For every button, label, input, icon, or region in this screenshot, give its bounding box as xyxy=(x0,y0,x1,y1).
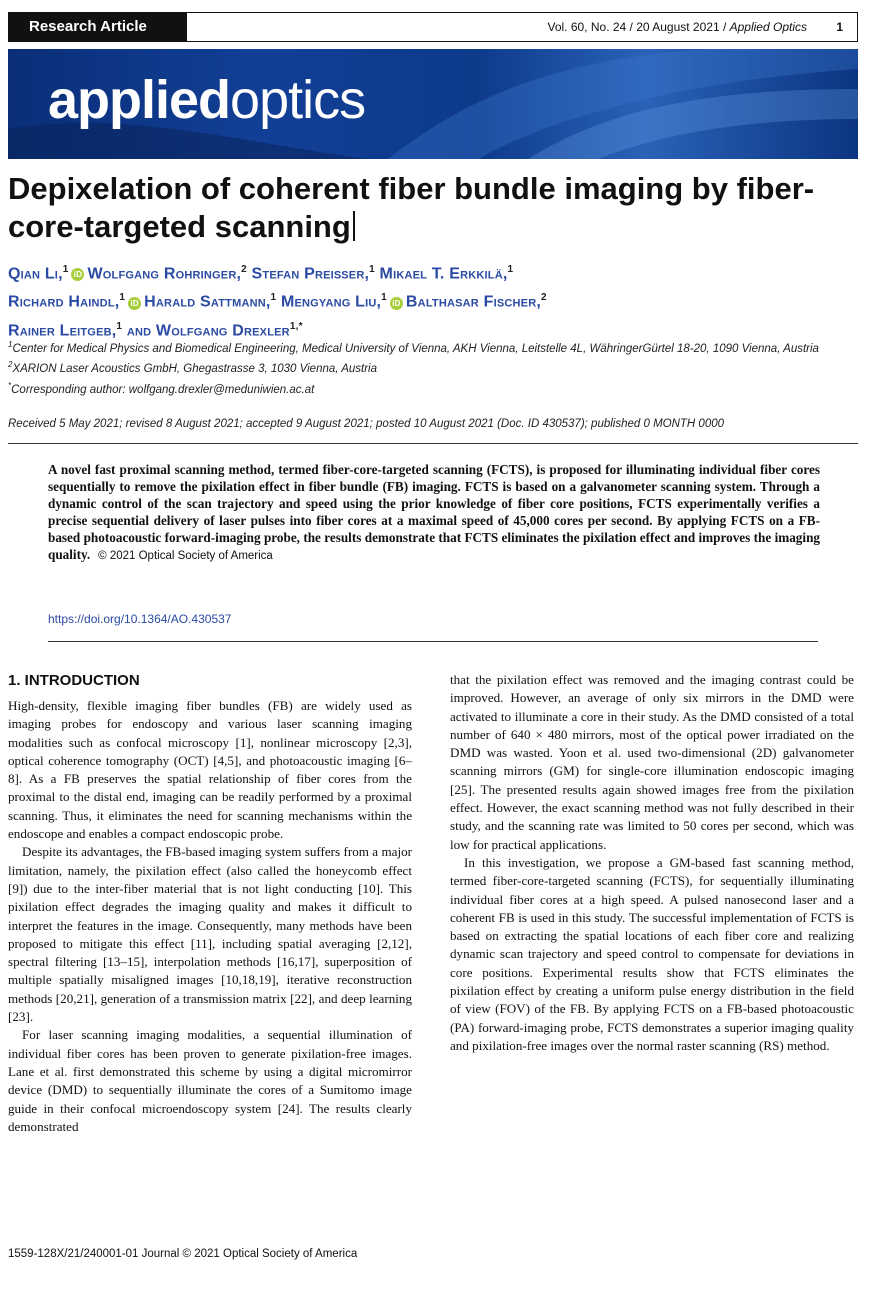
text-cursor xyxy=(353,211,355,241)
volume-issue-date: Vol. 60, No. 24 / 20 August 2021 / xyxy=(547,20,730,34)
journal-logo: appliedoptics xyxy=(48,70,366,130)
author-name: Richard Haindl, xyxy=(8,293,120,311)
paragraph: For laser scanning imaging modalities, a sequential illumination of individual fiber cores has been proven to generate pixilation-free images. Lane et al. first demonstrated this scheme by using a digital micromirror device (DMD) to sequentially illuminate the cores of a Sumitomo image guide in their confocal microendoscopy system [24]. The results clearly demonstrated xyxy=(8,1027,412,1134)
journal-banner xyxy=(8,49,858,159)
page-number: 1 xyxy=(836,20,843,34)
author-affiliation-mark: 2 xyxy=(241,264,247,275)
paragraph: High-density, flexible imaging fiber bundles (FB) are widely used as imaging probes for endoscopy and various laser scanning imaging modalities such as confocal microscopy [1], nonlinear microscopy [2,3], optical coherence tomography (OCT) [4,5], and photoacoustic imaging [6–8]. As a FB preserves the spatial relationship of fiber cores from the proximal to the distal end, imaging can be readily performed by a proximal scanning. Thus, it eliminates the need for scanning mechanisms within the endoscope and enables a compact endoscopic probe. xyxy=(8,698,412,842)
affiliation-2: $^2$XARION Laser Acoustics GmbH, Ghegastrasse 3, 1030 Vienna, Austria xyxy=(8,360,378,376)
article-title: Depixelation of coherent fiber bundle imaging by fiber-core-targeted scanning xyxy=(8,171,815,244)
author-name: and Wolfgang Drexler xyxy=(126,321,290,339)
author-name: Wolfgang Rohringer, xyxy=(87,265,242,283)
author-name: Stefan Preißer, xyxy=(251,265,370,283)
author-line xyxy=(8,258,868,286)
history-dates: Received 5 May 2021; revised 8 August 2021; accepted 9 August 2021; posted 10 August 2021 (Doc. ID 430537); published 0 MONTH 0000 xyxy=(8,418,725,430)
author-affiliation-mark: 2 xyxy=(540,292,547,304)
page-footer: 1559-128X/21/240001-01 Journal © 2021 Optical Society of America xyxy=(8,1248,358,1260)
author-affiliation-mark: 1 xyxy=(62,264,69,275)
abstract: A novel fast proximal scanning method, termed fiber-core-targeted scanning (FCTS), is proposed for illuminating individual fiber cores sequentially to remove the pixilation effect in fiber bundle (FB) imaging. FCTS is based on a galvanometer scanning system. Through a dynamic control of the scan trajectory and speed using the prior knowledge of fiber core positions, FCTS experimentally verifies a precise sequential delivery of laser pulses into fiber cores at a maximal speed of 45,000 cores per second. By applying FCTS on a FB-based photoacoustic forward-imaging probe, the results demonstrate that FCTS eliminates the pixilation effect and improves the imaging quality. © 2021 Optical Society of America xyxy=(48,462,820,562)
author-name: Mikael T. Erkkilä, xyxy=(379,265,508,283)
journal-name: Applied Optics xyxy=(729,20,807,34)
journal-reference xyxy=(547,13,807,41)
author-line xyxy=(8,286,868,314)
affiliation-1: $^1$Center for Medical Physics and Biomedical Engineering, Medical University of Vienna, AKH Vienna, Leitstelle 4L, WähringerGürtel 18-20, 1090 Vienna, Austria xyxy=(8,340,819,355)
orcid-icon[interactable]: iD xyxy=(128,297,141,310)
running-header xyxy=(8,12,858,42)
body-column-left xyxy=(8,697,412,1136)
author-affiliation-mark: 1 xyxy=(381,292,387,304)
author-name: Qian Li, xyxy=(8,265,63,283)
orcid-icon[interactable]: iD xyxy=(71,268,84,281)
body-column-right xyxy=(450,671,854,1055)
author-name: Harald Sattmann, xyxy=(144,293,271,311)
paragraph: In this investigation, we propose a GM-based fast scanning method, termed fiber-core-targeted scanning (FCTS), for sequentially illuminating individual fiber cores at a high speed. A pulsed nanosecond laser and a coherent FB is used in this study. The successful implementation of FCTS is based on extracting the spatial locations of each fiber core and realizing dynamic scan trajectory and speed control to compensate for deviations in core positions. Experimental results show that FCTS eliminates the pixilation effect by creating a uniform pulse energy distribution in the field of view (FOV) of the FB. By applying FCTS on a FB-based photoacoustic (PA) forward-imaging probe, FCTS demonstrates a superior imaging quality and pixilation-free images over the normal raster scanning (RS) method. xyxy=(450,854,854,1053)
paragraph: Despite its advantages, the FB-based imaging system suffers from a major limitation, namely, the pixilation effect (also called the honeycomb effect [9]) due to the inter-fiber material that is not light conducting [10]. This pixilation effect degrades the imaging quality and makes it difficult to interpret the features in the image. Consequently, many methods have been proposed to mitigate this effect [11], including spatial averaging [2,12], spectral filtering [13–15], interpolation methods [16,17], superposition of multiple spatially misaligned images [10,18,19], iterative reconstruction methods [20,21], generation of a transmission matrix [22], and deep learning [23]. xyxy=(8,844,412,1025)
corresponding-author: *Corresponding author: wolfgang.drexler@meduniwien.ac.at xyxy=(8,380,315,396)
section-heading: 1. INTRODUCTION xyxy=(8,672,140,689)
author-name: Balthasar Fischer, xyxy=(405,293,541,311)
copyright: © 2021 Optical Society of America xyxy=(98,550,273,562)
author-affiliation-mark: 1 xyxy=(116,320,123,332)
author-affiliation-mark: 1 xyxy=(507,264,514,275)
affiliations xyxy=(8,337,868,398)
orcid-icon[interactable]: iD xyxy=(390,297,403,310)
author-name: Mengyang Liu, xyxy=(280,293,382,311)
author-affiliation-mark: 1 xyxy=(119,292,126,304)
author-affiliation-mark: 1 xyxy=(270,292,277,304)
author-affiliation-mark: 1,* xyxy=(289,320,303,332)
author-list xyxy=(8,258,868,343)
author-affiliation-mark: 1 xyxy=(369,264,375,275)
divider xyxy=(48,641,818,642)
author-name: Rainer Leitgeb, xyxy=(8,321,117,339)
doi-link[interactable]: https://doi.org/10.1364/AO.430537 xyxy=(48,612,232,626)
divider xyxy=(8,443,858,444)
article-type-tag: Research Article xyxy=(9,13,187,41)
paragraph: that the pixilation effect was removed and the imaging contrast could be improved. However, an average of only six mirrors in the DMD were activated to illuminate a core in their study. As the DMD consisted of a total number of 640 × 480 mirrors, most of the optical power irradiated on the DMD was wasted. Yoon et al. used two-dimensional (2D) galvanometer scanning mirrors (GM) for single-core illumination endoscopic imaging [25]. The presented results again showed images free from the pixilation effect. However, the exact scanning method was not fully described in their study, and the scanning rate was limited to 50 cores per second, which was low for practical applications. xyxy=(450,672,854,852)
